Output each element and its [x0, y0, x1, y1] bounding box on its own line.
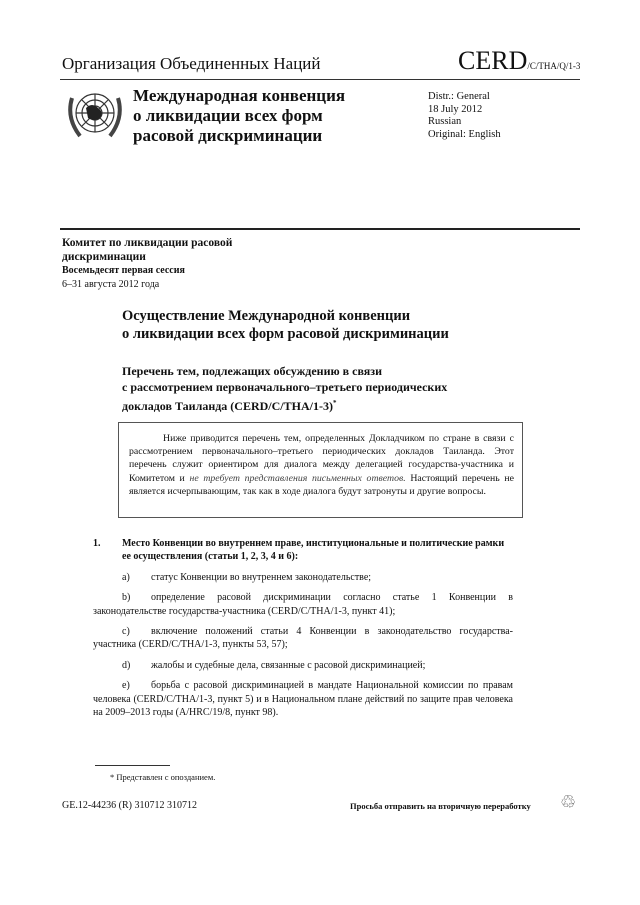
- intro-text-part: Ниже приводится перечень тем, определенных Докладчиком по стране в связи с рассмотрением первоначального–третьего периодических докладов Таиланда. Этот перечень служит ориентиром для диалога между делегацией государства-участника и Комитетом и: [129, 433, 514, 484]
- subitem: [93, 625, 513, 652]
- footnote: * Представлен с опозданием.: [110, 772, 216, 782]
- convention-title: [133, 86, 345, 146]
- subitem-text: определение расовой дискриминации согласно статье 1 Конвенции в законодательстве государства-участника (CERD/C/THA/1-3, пункт 41);: [93, 592, 513, 617]
- sub-heading: [122, 363, 447, 414]
- distr-original: Original: English: [428, 128, 501, 140]
- subitem-text: жалобы и судебные дела, связанные с расовой дискриминацией;: [151, 659, 426, 671]
- job-number: GE.12-44236 (R) 310712 310712: [62, 800, 197, 811]
- committee-block: [62, 236, 232, 292]
- subitem-letter: d): [122, 659, 131, 671]
- organization-name: Организация Объединенных Наций: [62, 54, 321, 73]
- subheading-line: докладов Таиланда (CERD/C/THA/1-3): [122, 399, 333, 413]
- subitem-letter: a): [122, 571, 130, 583]
- committee-session: Восемьдесят первая сессия: [62, 265, 185, 276]
- symbol-main: CERD: [458, 46, 528, 75]
- intro-text-part: Настоящий перечень не является исчерпывающим, так как в ходе диалога будут затронуты и другие вопросы.: [129, 472, 514, 497]
- intro-box: [118, 422, 523, 518]
- question-list: [93, 537, 513, 726]
- footnote-rule: [95, 765, 170, 766]
- subitem-letter: e): [122, 680, 130, 692]
- subitem: [93, 571, 513, 584]
- subitem-text: статус Конвенции во внутреннем законодательстве;: [151, 571, 372, 583]
- item-number: 1.: [93, 538, 101, 549]
- subheading-line: Перечень тем, подлежащих обсуждению в связи: [122, 364, 383, 378]
- title-line: расовой дискриминации: [133, 126, 323, 145]
- header-rule: [60, 79, 580, 80]
- subitem: [93, 591, 513, 618]
- un-emblem-icon: [64, 86, 126, 144]
- main-heading: [122, 307, 449, 343]
- subitem: [93, 679, 513, 719]
- footnote-mark[interactable]: *: [332, 399, 337, 407]
- subheading-line: с рассмотрением первоначального–третьего периодических: [122, 380, 448, 394]
- subitem: [93, 659, 513, 672]
- recycle-icon: ♲: [560, 792, 577, 812]
- committee-name: дискриминации: [62, 251, 146, 263]
- subitem-text: борьба с расовой дискриминацией в мандате Национальной комиссии по правам человека (CERD/C/THA/1-3, пункт 5) и в Национальном плане действий по защите прав человека на 2009–2013 годы (A/HRC/19/8, пункт 98).: [93, 680, 513, 719]
- committee-name: Комитет по ликвидации расовой: [62, 237, 233, 249]
- subitem-letter: c): [122, 626, 130, 638]
- distribution-info: [428, 91, 501, 141]
- subitem-letter: b): [122, 592, 131, 604]
- committee-dates: 6–31 августа 2012 года: [62, 279, 160, 290]
- distr-line: Distr.: General: [428, 91, 490, 102]
- subitem-text: включение положений статьи 4 Конвенции в законодательство государства-участника (CERD/C/THA/1-3, пункты 53, 57);: [93, 626, 513, 651]
- intro-text: [129, 432, 514, 498]
- symbol-suffix: /C/THA/Q/1-3: [527, 61, 581, 71]
- question-item: [93, 537, 513, 564]
- item-text: Место Конвенции во внутреннем праве, институциональные и политические рамки ее осуществления (статьи 1, 2, 3, 4 и 6):: [122, 538, 505, 563]
- heading-line: о ликвидации всех форм расовой дискриминации: [122, 326, 449, 342]
- distr-language: Russian: [428, 116, 462, 127]
- distr-date: 18 July 2012: [428, 103, 483, 115]
- heading-line: Осуществление Международной конвенции: [122, 308, 411, 324]
- title-line: Международная конвенция: [133, 86, 346, 105]
- title-line: о ликвидации всех форм: [133, 106, 323, 125]
- document-symbol: [458, 46, 580, 76]
- section-rule: [60, 228, 580, 230]
- recycle-note: Просьба отправить на вторичную переработку: [350, 801, 531, 811]
- intro-italic: не требует представления письменных ответов.: [189, 472, 406, 484]
